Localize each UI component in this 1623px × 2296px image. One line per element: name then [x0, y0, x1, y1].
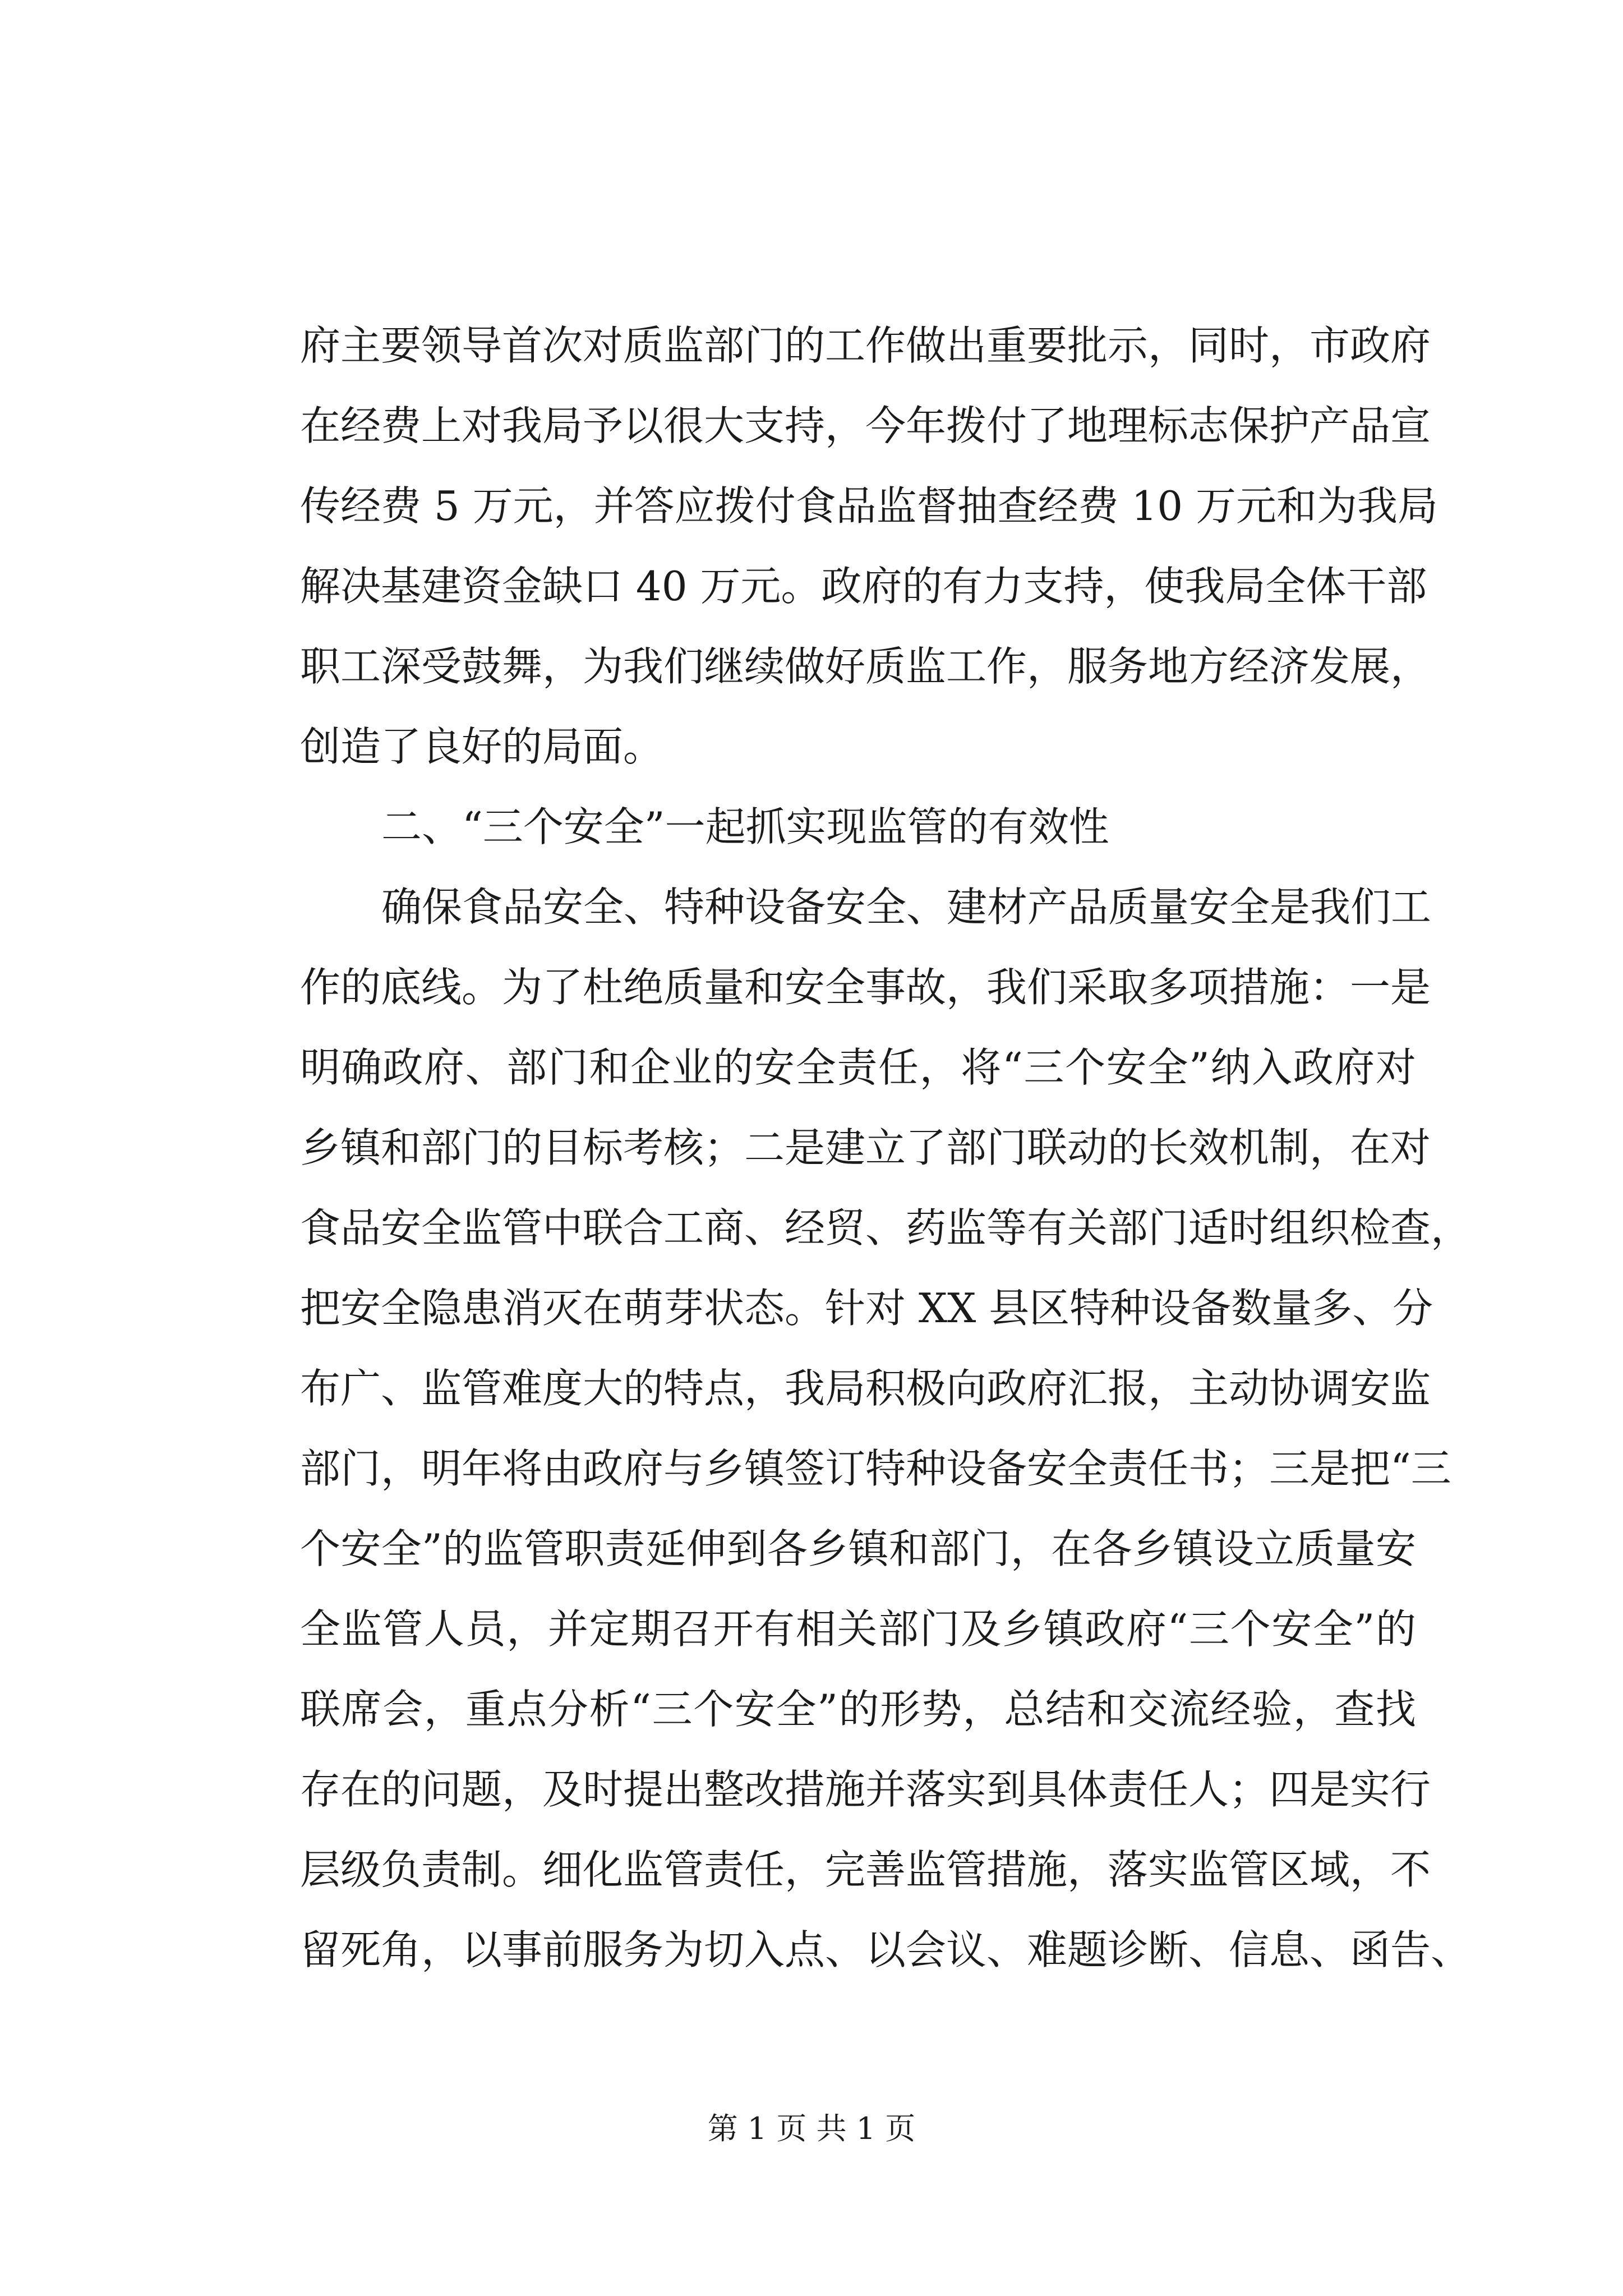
page-number-label: 第 1 页 共 1 页	[707, 2111, 916, 2146]
paragraph-line: 存在的问题，及时提出整改措施并落实到具体责任人；四是实行	[300, 1766, 1431, 1813]
paragraph-line: 联席会，重点分析“三个安全”的形势，总结和交流经验，查找	[300, 1686, 1416, 1733]
paragraph-line: 布广、监管难度大的特点，我局积极向政府汇报，主动协调安监	[300, 1365, 1431, 1412]
paragraph-line: 把安全隐患消灭在萌芽状态。针对 XX 县区特种设备数量多、分	[300, 1285, 1433, 1332]
paragraph-line: 个安全”的监管职责延伸到各乡镇和部门，在各乡镇设立质量安	[300, 1525, 1416, 1572]
paragraph-line: 职工深受鼓舞，为我们继续做好质监工作，服务地方经济发展，	[300, 643, 1431, 690]
paragraph-line: 层级负责制。细化监管责任，完善监管措施，落实监管区域，不	[300, 1846, 1431, 1893]
paragraph-line: 食品安全监管中联合工商、经贸、药监等有关部门适时组织检查，	[300, 1204, 1472, 1251]
paragraph-line: 传经费 5 万元，并答应拨付食品监督抽查经费 10 万元和为我局	[300, 482, 1438, 530]
paragraph-line: 乡镇和部门的目标考核；二是建立了部门联动的长效机制，在对	[300, 1124, 1431, 1171]
body-text	[300, 306, 1472, 1990]
paragraph-line: 府主要领导首次对质监部门的工作做出重要批示，同时，市政府	[300, 322, 1431, 369]
paragraph-line: 全监管人员，并定期召开有相关部门及乡镇政府“三个安全”的	[300, 1605, 1416, 1653]
page-footer	[0, 2109, 1623, 2148]
paragraph-line: 作的底线。为了杜绝质量和安全事故，我们采取多项措施：一是	[300, 964, 1431, 1011]
paragraph-line: 确保食品安全、特种设备安全、建材产品质量安全是我们工	[381, 884, 1432, 931]
paragraph-line: 创造了良好的局面。	[300, 723, 664, 770]
paragraph-line: 明确政府、部门和企业的安全责任，将“三个安全”纳入政府对	[300, 1044, 1416, 1091]
paragraph-line: 部门，明年将由政府与乡镇签订特种设备安全责任书；三是把“三	[300, 1445, 1451, 1492]
section-heading: 二、“三个安全”一起抓实现监管的有效性	[381, 803, 1109, 850]
paragraph-line: 留死角，以事前服务为切入点、以会议、难题诊断、信息、函告、	[300, 1926, 1472, 1973]
paragraph-line: 在经费上对我局予以很大支持，今年拨付了地理标志保护产品宣	[300, 402, 1431, 449]
paragraph-line: 解决基建资金缺口 40 万元。政府的有力支持，使我局全体干部	[300, 563, 1427, 610]
